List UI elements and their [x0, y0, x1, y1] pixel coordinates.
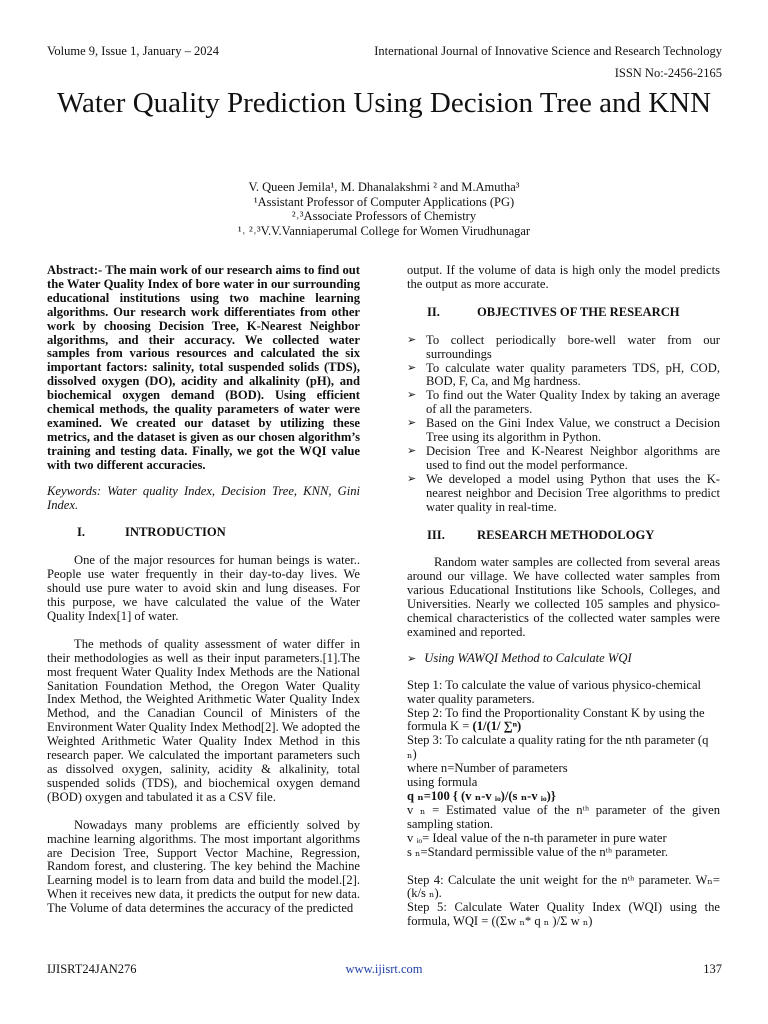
section-heading-methodology [407, 529, 720, 543]
list-item: ➢ Based on the Gini Index Value, we construct a Decision Tree using its algorithm in Python. [407, 416, 720, 445]
step-3: Step 3: To calculate a quality rating for the nth parameter (q ₙ) [407, 733, 709, 762]
list-item: ➢ To find out the Water Quality Index by taking an average of all the parameters. [407, 388, 720, 417]
list-item: ➢ To collect periodically bore-well water from our surroundings [407, 332, 720, 361]
affiliation-2: ²˒³Associate Professors of Chemistry [291, 209, 477, 223]
intro-paragraph-1: One of the major resources for human beings is water.. People use water frequently in their day-to-day lives. We should use pure water to avoid skin and lung diseases. For this purpose, we have calculated the value of the Water Quality Index[1] of water. [47, 553, 360, 623]
where-line: where n=Number of parameters [407, 761, 568, 776]
author-block [0, 180, 768, 238]
section-heading-introduction [47, 526, 360, 540]
page-number: 137 [703, 962, 722, 976]
right-column [407, 264, 720, 929]
list-item: ➢ Decision Tree and K-Nearest Neighbor algorithms are used to find out the model performance. [407, 443, 720, 472]
intro-paragraph-2: The methods of quality assessment of water differ in their methodologies as well as their input parameters.[1].The most frequent Water Quality Index Methods are the National Sanitation Foundation Method, the Oregon Water Quality Index Method, the Weighted Arithmetic Water Quality Index Method, and the Canadian Council of Ministers of the Environment Water Quality Index Method[2]. We adopted the Weighted Arithmetic Water Quality Index Method in this research paper. We calculated the important parameters such as dissolved oxygen, salinity, acidity & alkalinity, total suspended solids (TDS), and biochemical oxygen demand (BOD) oxygen and tabulated it as a CSV file. [47, 636, 360, 804]
abstract: Abstract:- The main work of our research aims to find out the Water Quality Index of bore water in our surrounding educational institutions using two machine learning algorithms. Our research work differentiates from other work by choosing Decision Tree, K-Nearest Neighbor algorithms, and their accuracy. We collected water samples from various resources and calculated the six important factors: salinity, total suspended solids (TDS), dissolved oxygen (DO), acidity and alkalinity (pH), and biochemical oxygen demand (BOD). Using efficient chemical methods, the quality parameters of water were examined. We created our dataset by utilizing these metrics, and the dataset is given as our chosen algorithm’s training and testing data. Finally, we got the WQI value with two different accuracies. [47, 263, 360, 472]
section-number: II. [427, 304, 440, 319]
list-item: ➢ We developed a model using Python that uses the K-nearest neighbor and Decision Tree algorithms to predict water quality in real-time. [407, 471, 720, 514]
section-number: I. [76, 525, 85, 540]
affiliation-3: ¹˒ ²˒³V.V.Vanniaperumal College for Women Virudhunagar [237, 223, 531, 238]
section-title: INTRODUCTION [125, 525, 226, 540]
step-5: Step 5: Calculate Water Quality Index (WQI) using the formula, WQI = ((Σw ₙ* q ₙ )/Σ w ₙ) [407, 900, 720, 929]
methodology-paragraph: Random water samples are collected from several areas around our village. We have collected water samples from various Educational Institutions like Schools, Colleges, and Universities. Nearly we collected 105 samples and physico-chemical characteristics of the collected water samples were examined and reported. [407, 555, 720, 639]
section-title: RESEARCH METHODOLOGY [477, 527, 655, 542]
arrow-bullet-icon: ➢ [407, 361, 417, 374]
vio-definition: v ᵢₒ= Ideal value of the n-th parameter in pure water [407, 830, 667, 845]
arrow-bullet-icon: ➢ [407, 417, 417, 430]
left-column [47, 264, 360, 916]
intro-paragraph-3: Nowadays many problems are efficiently solved by machine learning algorithms. The most important algorithms are Decision Tree, Support Vector Machine, Regression, Random forest, and clustering. The key behind the Machine Learning model is to learn from data and build the model.[2]. When it receives new data, it predicts the output for new data. The Volume of data determines the accuracy of the predicted [47, 817, 360, 916]
issn: ISSN No:-2456-2165 [614, 66, 722, 80]
keywords-text: : Water quality Index, Decision Tree, KNN, Gini Index. [47, 483, 360, 512]
keywords-label: Keywords [47, 483, 97, 498]
step-4: Step 4: Calculate the unit weight for the nᵗʰ parameter. Wₙ=(k/s ₙ). [407, 872, 720, 901]
subsection-heading: ➢ Using WAWQI Method to Calculate WQI [407, 650, 632, 665]
section-heading-objectives [407, 306, 720, 320]
objectives-list [407, 334, 720, 515]
k-formula: (1/(1/ ∑ⁿ) [472, 719, 522, 734]
journal-url-link[interactable]: www.ijisrt.com [345, 962, 423, 976]
volume-info: Volume 9, Issue 1, January – 2024 [47, 44, 219, 58]
author-names: V. Queen Jemila¹, M. Dhanalakshmi ² and M.Amutha³ [248, 180, 520, 194]
intro-continuation: output. If the volume of data is high only the model predicts the output as more accurate. [407, 263, 720, 291]
sn-definition: s ₙ=Standard permissible value of the nᵗʰ parameter. [407, 844, 669, 859]
arrow-bullet-icon: ➢ [407, 652, 417, 665]
using-formula-line: using formula [407, 775, 478, 790]
step-2: Step 2: To find the Proportionality Constant K by using the formula K = (1/(1/ ∑ⁿ) [407, 705, 705, 734]
section-title: OBJECTIVES OF THE RESEARCH [477, 304, 680, 319]
vn-definition: v ₙ = Estimated value of the nᵗʰ parameter of the given sampling station. [407, 802, 720, 831]
list-item: ➢ To calculate water quality parameters TDS, pH, COD, BOD, F, Ca, and Mg hardness. [407, 360, 720, 389]
journal-name: International Journal of Innovative Science and Research Technology [374, 44, 722, 58]
paper-id: IJISRT24JAN276 [47, 962, 137, 976]
step-1: Step 1: To calculate the value of various physico-chemical water quality parameters. [407, 677, 702, 706]
affiliation-1: ¹Assistant Professor of Computer Applications (PG) [253, 194, 515, 209]
paper-title: Water Quality Prediction Using Decision Tree and KNN [56, 87, 712, 119]
section-number: III. [427, 527, 445, 542]
wqi-formula: WQI = ((Σw ₙ* q ₙ )/Σ w ₙ) [452, 914, 593, 929]
keywords [47, 485, 360, 513]
q-formula: q ₙ=100 { (v ₙ-v ᵢₒ)/(s ₙ-v ᵢₒ)} [407, 789, 556, 803]
arrow-bullet-icon: ➢ [407, 472, 417, 485]
arrow-bullet-icon: ➢ [407, 333, 417, 346]
arrow-bullet-icon: ➢ [407, 444, 417, 457]
arrow-bullet-icon: ➢ [407, 389, 417, 402]
